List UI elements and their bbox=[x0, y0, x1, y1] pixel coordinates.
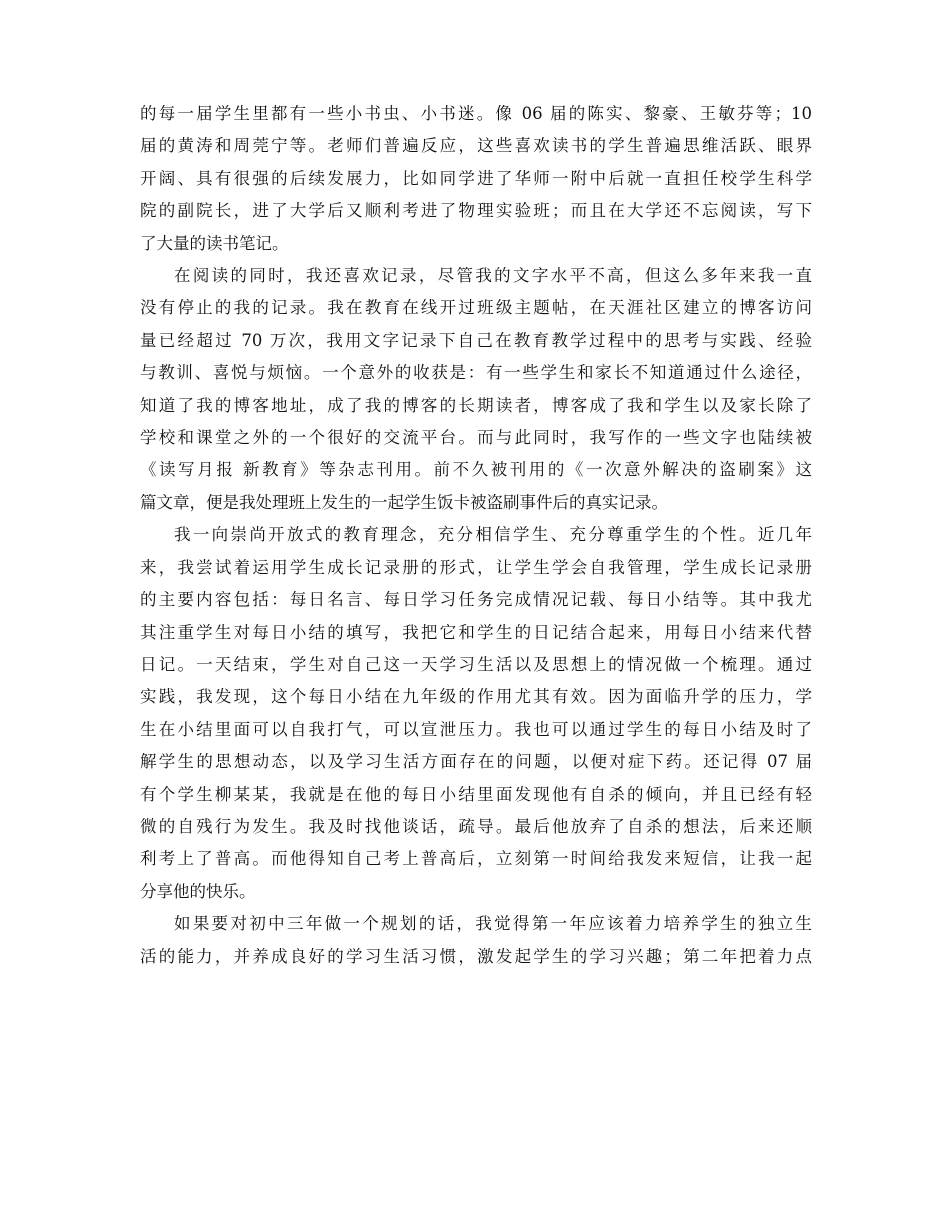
text-line: 的主要内容包括：每日名言、每日学习任务完成情况记载、每日小结等。其中我尤 bbox=[140, 590, 812, 610]
paragraph-3 bbox=[140, 519, 812, 908]
text-line: 开阔、具有很强的后续发展力，比如同学进了华师一附中后就一直担任校学生科学 bbox=[140, 168, 812, 188]
text-line: 来，我尝试着运用学生成长记录册的形式，让学生学会自我管理，学生成长记录册 bbox=[140, 557, 812, 577]
text-line: 在阅读的同时，我还喜欢记录，尽管我的文字水平不高，但这么多年来我一直 bbox=[174, 266, 812, 286]
text-line: 院的副院长，进了大学后又顺利考进了物理实验班；而且在大学还不忘阅读，写下 bbox=[140, 201, 812, 221]
text-line: 活的能力，并养成良好的学习生活习惯，激发起学生的学习兴趣；第二年把着力点 bbox=[140, 946, 812, 966]
paragraph-2 bbox=[140, 260, 812, 519]
text-line: 的每一届学生里都有一些小书虫、小书迷。像 06 届的陈实、黎豪、王敏芬等；10 bbox=[140, 104, 812, 123]
text-line: 与教训、喜悦与烦恼。一个意外的收获是：有一些学生和家长不知道通过什么途径， bbox=[140, 363, 812, 383]
text-line: 学校和课堂之外的一个很好的交流平台。而与此同时，我写作的一些文字也陆续被 bbox=[140, 428, 812, 448]
paragraph-4 bbox=[140, 908, 812, 973]
text-line: 微的自残行为发生。我及时找他谈话，疏导。最后他放弃了自杀的想法，后来还顺 bbox=[140, 816, 812, 836]
text-line: 量已经超过 70 万次，我用文字记录下自己在教育教学过程中的思考与实践、经验 bbox=[140, 330, 812, 350]
text-line: 解学生的思想动态，以及学习生活方面存在的问题，以便对症下药。还记得 07 届 bbox=[140, 752, 812, 772]
text-line: 实践，我发现，这个每日小结在九年级的作用尤其有效。因为面临升学的压力，学 bbox=[140, 687, 812, 707]
text-line: 生在小结里面可以自我打气，可以宣泄压力。我也可以通过学生的每日小结及时了 bbox=[140, 719, 812, 739]
text-line: 我一向崇尚开放式的教育理念，充分相信学生、充分尊重学生的个性。近几年 bbox=[174, 525, 812, 545]
text-line: 篇文章，便是我处理班上发生的一起学生饭卡被盗刷事件后的真实记录。 bbox=[140, 492, 668, 512]
text-line: 日记。一天结束，学生对自己这一天学习生活以及思想上的情况做一个梳理。通过 bbox=[140, 654, 812, 674]
text-line: 如果要对初中三年做一个规划的话，我觉得第一年应该着力培养学生的独立生 bbox=[174, 914, 812, 934]
text-line: 没有停止的我的记录。我在教育在线开过班级主题帖，在天涯社区建立的博客访问 bbox=[140, 298, 812, 318]
text-line: 分享他的快乐。 bbox=[140, 881, 256, 901]
text-line: 知道了我的博客地址，成了我的博客的长期读者，博客成了我和学生以及家长除了 bbox=[140, 395, 812, 415]
text-line: 了大量的读书笔记。 bbox=[140, 233, 289, 253]
text-line: 《读写月报 新教育》等杂志刊用。前不久被刊用的《一次意外解决的盗刷案》这 bbox=[140, 460, 812, 480]
paragraph-1 bbox=[140, 98, 812, 260]
document-page bbox=[140, 98, 812, 973]
text-line: 有个学生柳某某，我就是在他的每日小结里面发现他有自杀的倾向，并且已经有轻 bbox=[140, 784, 812, 804]
text-line: 其注重学生对每日小结的填写，我把它和学生的日记结合起来，用每日小结来代替 bbox=[140, 622, 812, 642]
text-line: 届的黄涛和周莞宁等。老师们普遍反应，这些喜欢读书的学生普遍思维活跃、眼界 bbox=[140, 136, 812, 156]
text-line: 利考上了普高。而他得知自己考上普高后，立刻第一时间给我发来短信，让我一起 bbox=[140, 849, 812, 869]
